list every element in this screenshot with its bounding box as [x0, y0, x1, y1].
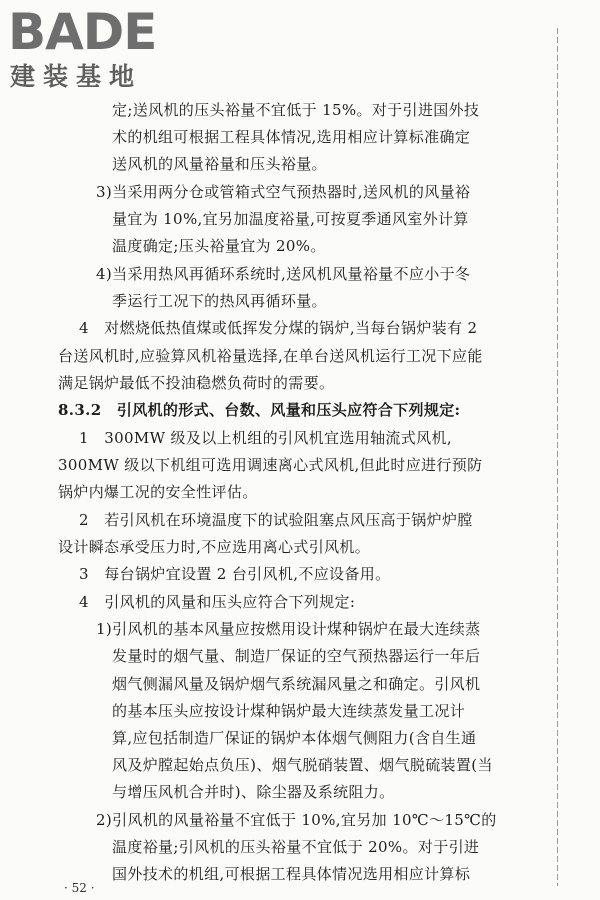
- text-line: 4 引风机的风量和压头应符合下列规定:: [79, 593, 356, 611]
- text-line: 3)当采用两分仓或管箱式空气预热器时,送风机的风量裕: [96, 183, 471, 201]
- logo-brand: BADE: [8, 3, 157, 61]
- text-line: 量宜为 10%,宜另加温度裕量,可按夏季通风室外计算: [112, 210, 469, 228]
- text-line: 与增压风机合并时)、除尘器及系统阻力。: [112, 783, 395, 801]
- page-edge-rule: [557, 28, 558, 886]
- text-line: 定;送风机的压头裕量不宜低于 15%。对于引进国外技: [112, 101, 480, 119]
- text-line: 术的机组可根据工程具体情况,选用相应计算标准确定: [112, 128, 471, 146]
- text-line: 2 若引风机在环境温度下的试验阻塞点风压高于锅炉炉膛: [79, 511, 473, 529]
- text-line: 风及炉膛起始点负压)、烟气脱硝装置、烟气脱硫装置(当: [112, 756, 493, 774]
- text-line: 送风机的风量裕量和压头裕量。: [112, 155, 327, 173]
- text-line: 4 对燃烧低热值煤或低挥发分煤的锅炉,当每台锅炉装有 2: [79, 319, 478, 337]
- text-line: 的基本压头应按设计煤种锅炉最大连续蒸发量工况计: [112, 702, 466, 720]
- text-line: 算,应包括制造厂保证的锅炉本体烟气侧阻力(含自生通: [112, 729, 477, 747]
- section-heading: 8.3.2 引风机的形式、台数、风量和压头应符合下列规定:: [58, 401, 461, 419]
- text-line: 1)引风机的基本风量应按燃用设计煤种锅炉在最大连续蒸: [96, 620, 481, 638]
- text-line: 台送风机时,应验算风机裕量选择,在单台送风机运行工况下应能: [58, 347, 483, 365]
- text-line: 2)引风机的风量裕量不宜低于 10%,宜另加 10℃～15℃的: [96, 811, 497, 829]
- text-line: 国外技术的机组,可根据工程具体情况选用相应计算标: [112, 865, 471, 883]
- page-number: · 52 ·: [64, 881, 95, 895]
- text-line: 烟气侧漏风量及锅炉烟气系统漏风量之和确定。引风机: [112, 675, 481, 693]
- text-line: 锅炉内爆工况的安全性评估。: [58, 483, 258, 501]
- text-line: 温度裕量;引风机的压头裕量不宜低于 20%。对于引进: [112, 838, 480, 856]
- text-line: 1 300MW 级及以上机组的引风机宜选用轴流式风机,: [79, 429, 452, 447]
- text-line: 设计瞬态承受压力时,不应选用离心式引风机。: [58, 538, 371, 556]
- text-line: 满足锅炉最低不投油稳燃负荷时的需要。: [58, 374, 335, 392]
- text-line: 300MW 级以下机组可选用调速离心式风机,但此时应进行预防: [58, 456, 483, 474]
- text-line: 温度确定;压头裕量宜为 20%。: [112, 237, 326, 255]
- bade-logo: [8, 4, 178, 96]
- text-line: 季运行工况下的热风再循环量。: [112, 292, 327, 310]
- text-line: 3 每台锅炉宜设置 2 台引风机,不应设备用。: [79, 565, 391, 583]
- text-line: 发量时的烟气量、制造厂保证的空气预热器运行一年后: [112, 647, 481, 665]
- logo-subtitle: 建装基地: [10, 62, 143, 91]
- text-line: 4)当采用热风再循环系统时,送风机风量裕量不应小于冬: [96, 265, 471, 283]
